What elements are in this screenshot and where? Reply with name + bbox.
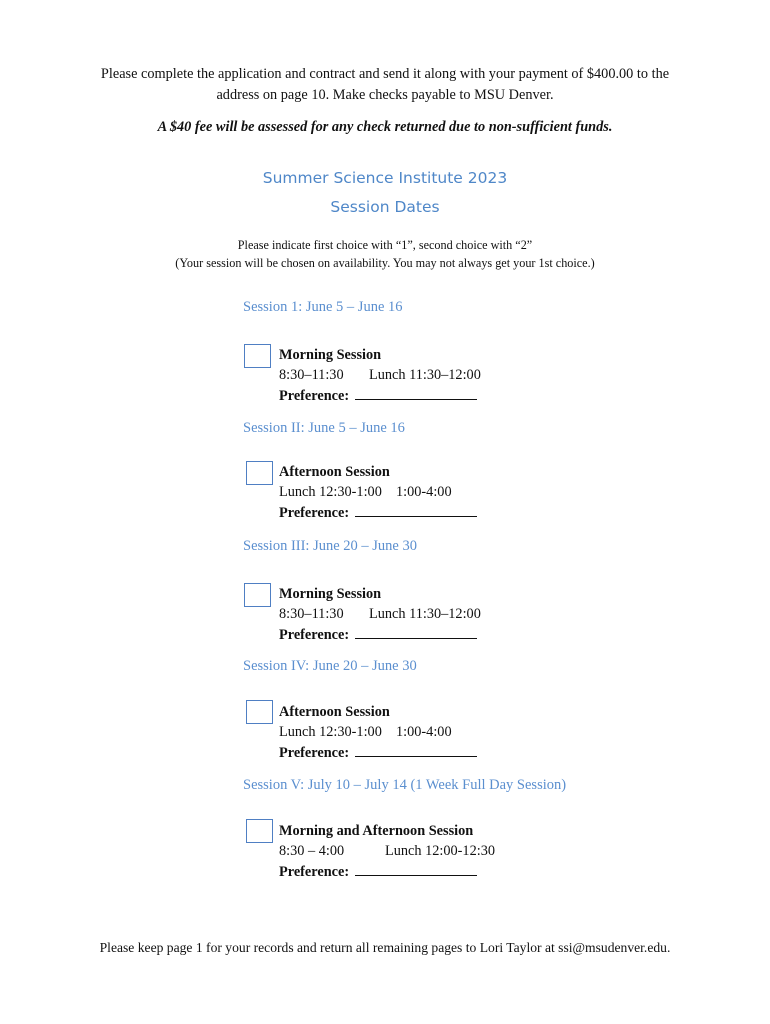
session-5-name: Morning and Afternoon Session xyxy=(279,823,474,839)
session-3-preference-field[interactable] xyxy=(355,624,477,639)
session-2-time-a: Lunch 12:30-1:00 xyxy=(279,484,382,500)
session-2-times xyxy=(279,482,477,502)
session-2-checkbox[interactable] xyxy=(246,461,273,485)
session-3-preference-label: Preference: xyxy=(279,627,350,643)
session-3-time-b: Lunch 11:30–12:00 xyxy=(369,606,481,622)
page-title: Summer Science Institute 2023 xyxy=(262,169,508,187)
session-3-preference xyxy=(279,624,481,645)
returned-check-warning: A $40 fee will be assessed for any check returned due to non-sufficient funds. xyxy=(157,119,613,135)
session-4-preference xyxy=(279,742,477,763)
session-5-preference-field[interactable] xyxy=(355,861,477,876)
session-4-title: Session IV: June 20 – June 30 xyxy=(243,658,417,674)
session-2-preference-field[interactable] xyxy=(355,502,477,517)
session-5-times xyxy=(279,841,495,861)
intro-line-2: address on page 10. Make checks payable to MSU Denver. xyxy=(216,87,554,103)
session-4-preference-label: Preference: xyxy=(279,745,350,761)
session-4-time-a: Lunch 12:30-1:00 xyxy=(279,724,382,740)
intro-line-1: Please complete the application and contract and send it along with your payment of $400.00 to the xyxy=(100,66,670,82)
session-1-preference-label: Preference: xyxy=(279,388,350,404)
instructions xyxy=(0,236,770,272)
session-1-preference-field[interactable] xyxy=(355,385,477,400)
session-5-details xyxy=(279,821,495,882)
session-3-times xyxy=(279,604,481,624)
session-3-details xyxy=(279,584,481,645)
session-1-time-a: 8:30–11:30 xyxy=(279,367,344,383)
session-5-title: Session V: July 10 – July 14 (1 Week Full Day Session) xyxy=(243,777,567,793)
session-5-preference-label: Preference: xyxy=(279,864,350,880)
session-2-preference-label: Preference: xyxy=(279,505,350,521)
session-4-time-b: 1:00-4:00 xyxy=(396,724,452,740)
session-3-checkbox[interactable] xyxy=(244,583,271,607)
intro-paragraph xyxy=(70,64,700,106)
session-5-checkbox[interactable] xyxy=(246,819,273,843)
session-2-time-b: 1:00-4:00 xyxy=(396,484,452,500)
session-2-preference xyxy=(279,502,477,523)
session-4-name: Afternoon Session xyxy=(279,704,390,720)
session-3-time-a: 8:30–11:30 xyxy=(279,606,344,622)
session-5-preference xyxy=(279,861,495,882)
session-5-time-b: Lunch 12:00-12:30 xyxy=(385,843,495,859)
session-1-name: Morning Session xyxy=(279,347,382,363)
instructions-line-1: Please indicate first choice with “1”, second choice with “2” xyxy=(237,238,533,252)
session-3-title: Session III: June 20 – June 30 xyxy=(243,538,417,554)
session-1-checkbox[interactable] xyxy=(244,344,271,368)
session-1-title: Session 1: June 5 – June 16 xyxy=(243,299,403,315)
session-4-preference-field[interactable] xyxy=(355,742,477,757)
session-1-details xyxy=(279,345,481,406)
session-2-details xyxy=(279,462,477,523)
session-2-title: Session II: June 5 – June 16 xyxy=(243,420,405,436)
session-1-preference xyxy=(279,385,481,406)
session-1-time-b: Lunch 11:30–12:00 xyxy=(369,367,481,383)
page-subtitle: Session Dates xyxy=(330,198,440,216)
session-4-details xyxy=(279,702,477,763)
session-4-times xyxy=(279,722,477,742)
session-1-times xyxy=(279,365,481,385)
session-2-name: Afternoon Session xyxy=(279,464,390,480)
session-5-time-a: 8:30 – 4:00 xyxy=(279,843,345,859)
footer-note: Please keep page 1 for your records and return all remaining pages to Lori Taylor at ssi@msudenver.edu. xyxy=(99,940,671,955)
session-3-name: Morning Session xyxy=(279,586,382,602)
instructions-line-2: (Your session will be chosen on availability. You may not always get your 1st choice.) xyxy=(175,256,595,270)
session-4-checkbox[interactable] xyxy=(246,700,273,724)
